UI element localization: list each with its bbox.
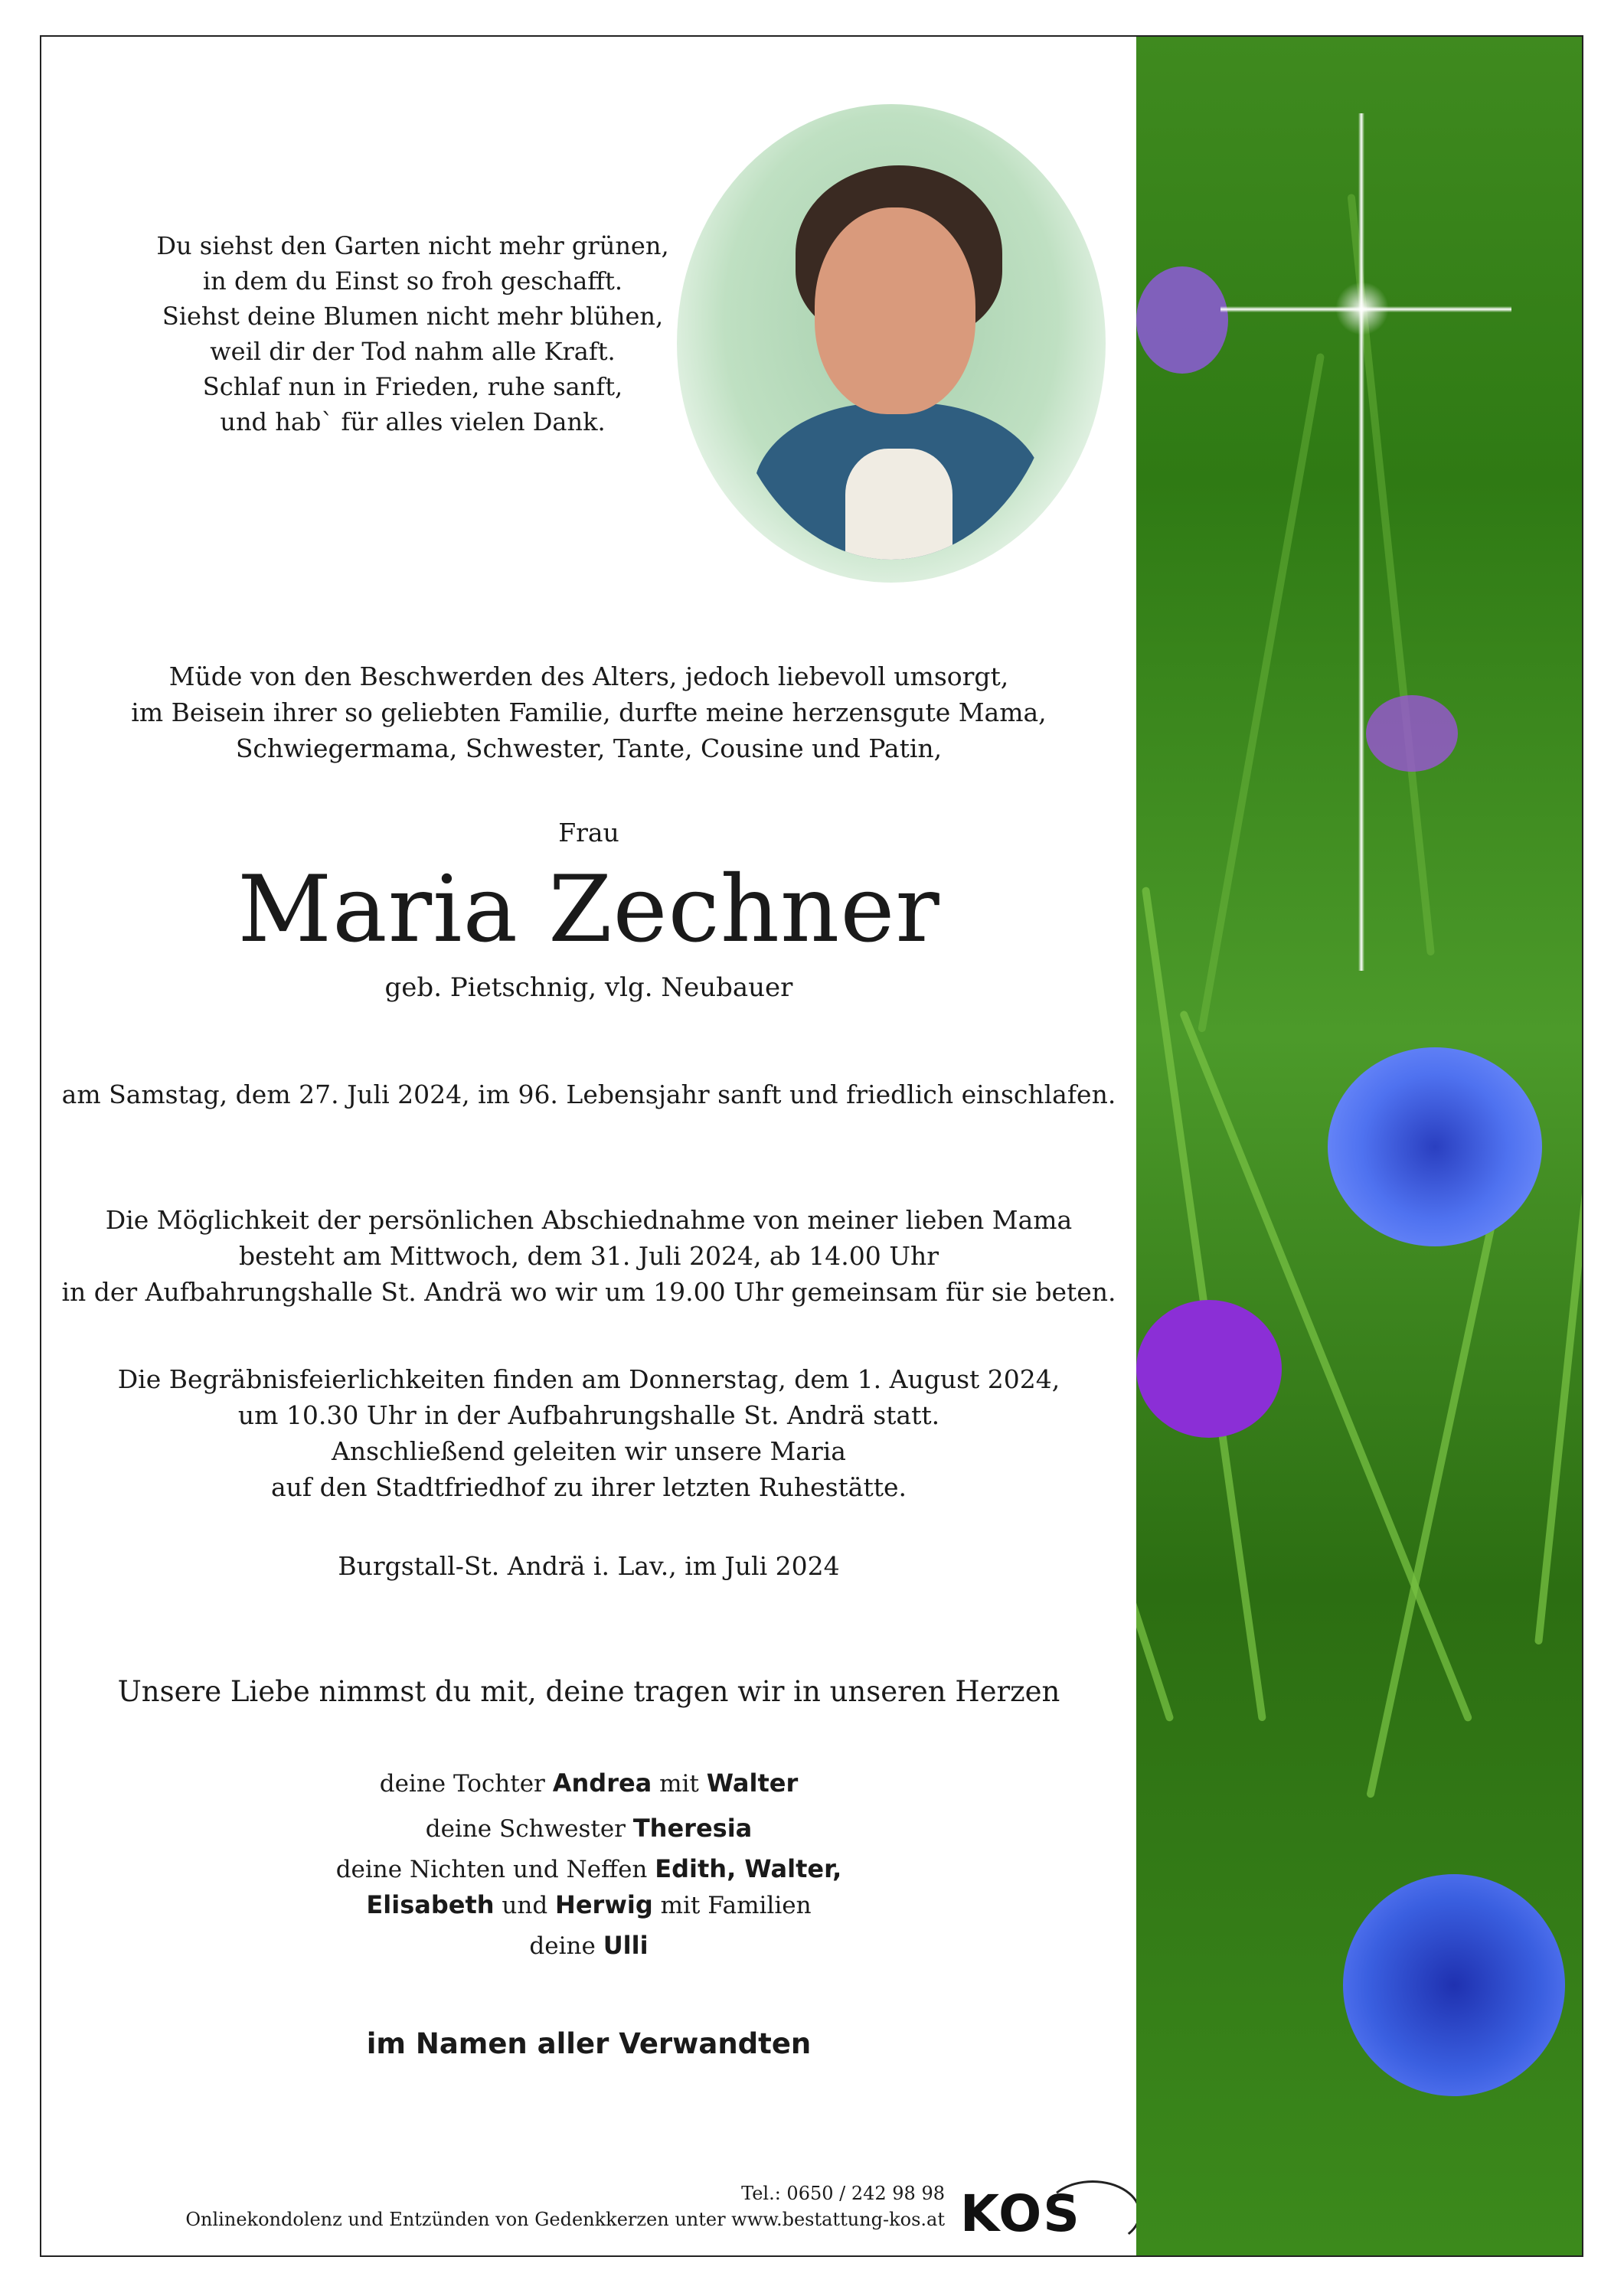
funeral-home-logo: KOS (960, 2184, 1081, 2243)
verse-line: Du siehst den Garten nicht mehr grünen, (156, 231, 669, 260)
phone-number: Tel.: 0650 / 242 98 98 (741, 2183, 945, 2204)
verse-line: und hab` für alles vielen Dank. (220, 407, 606, 436)
funeral-line: Anschließend geleiten wir unsere Maria (332, 1436, 846, 1466)
flower-meadow-panel (1136, 37, 1583, 2255)
viewing-line: Die Möglichkeit der persönlichen Abschiednahme von meiner lieben Mama (105, 1205, 1073, 1235)
memorial-verse (41, 228, 784, 439)
portrait-face (815, 207, 975, 414)
viewing-line: in der Aufbahrungshalle St. Andrä wo wir um 19.00 Uhr gemeinsam für sie beten. (61, 1277, 1116, 1307)
mourner-line: deine Ulli (529, 1931, 649, 1960)
violet-flower (1136, 1300, 1282, 1438)
mourner-line: deine Tochter Andrea mit Walter (379, 1769, 799, 1798)
viewing-line: besteht am Mittwoch, dem 31. Juli 2024, ab 14.00 Uhr (238, 1241, 939, 1271)
intro-paragraph (41, 658, 1136, 766)
intro-line: Schwiegermama, Schwester, Tante, Cousine und Patin, (235, 733, 943, 763)
logo-arc (1044, 2180, 1141, 2246)
intro-line: Müde von den Beschwerden des Alters, jedoch liebevoll umsorgt, (168, 661, 1009, 691)
closing-line: im Namen aller Verwandten (366, 2027, 812, 2060)
funeral-line: auf den Stadtfriedhof zu ihrer letzten Ruhestätte. (270, 1472, 907, 1502)
place-date: Burgstall-St. Andrä i. Lav., im Juli 2024 (338, 1551, 840, 1581)
portrait-blouse (845, 449, 953, 560)
portrait-frame (677, 104, 1106, 583)
condolence-link[interactable]: Onlinekondolenz und Entzünden von Gedenkkerzen unter www.bestattung-kos.at (185, 2209, 945, 2230)
grass-blade (1198, 353, 1325, 1033)
light-cross-vertical (1358, 113, 1364, 971)
salutation: Frau (558, 818, 619, 848)
cornflower (1328, 1047, 1542, 1246)
funeral-line: um 10.30 Uhr in der Aufbahrungshalle St. Andrä statt. (237, 1400, 940, 1430)
verse-line: Siehst deine Blumen nicht mehr blühen, (162, 302, 664, 331)
grass-blade (1534, 730, 1583, 1644)
love-line: Unsere Liebe nimmst du mit, deine tragen wir in unseren Herzen (117, 1675, 1060, 1708)
deceased-name: Maria Zechner (237, 857, 940, 963)
mourner-line: Elisabeth und Herwig mit Familien (366, 1890, 812, 1919)
cross-glow (1335, 282, 1389, 335)
cornflower (1343, 1874, 1565, 2096)
verse-line: Schlaf nun in Frieden, ruhe sanft, (202, 372, 623, 401)
violet-flower (1366, 695, 1458, 772)
intro-line: im Beisein ihrer so geliebten Familie, durfte meine herzensgute Mama, (131, 697, 1047, 727)
verse-line: weil dir der Tod nahm alle Kraft. (210, 337, 616, 366)
violet-flower (1136, 266, 1228, 374)
obituary-sheet (40, 35, 1583, 2257)
portrait-photo (723, 127, 1060, 560)
death-notice: am Samstag, dem 27. Juli 2024, im 96. Lebensjahr sanft und friedlich einschlafen. (61, 1079, 1116, 1109)
verse-line: in dem du Einst so froh geschafft. (202, 266, 623, 296)
maiden-name: geb. Pietschnig, vlg. Neubauer (384, 972, 793, 1003)
funeral-home-info (185, 2180, 945, 2232)
mourners-list (41, 1761, 1136, 1968)
text-column (41, 37, 1136, 2255)
mourner-line: deine Schwester Theresia (425, 1814, 753, 1843)
viewing-info (41, 1202, 1136, 1310)
funeral-info (41, 1361, 1136, 1505)
mourner-line: deine Nichten und Neffen Edith, Walter, (335, 1854, 842, 1883)
funeral-line: Die Begräbnisfeierlichkeiten finden am Donnerstag, dem 1. August 2024, (117, 1364, 1060, 1394)
